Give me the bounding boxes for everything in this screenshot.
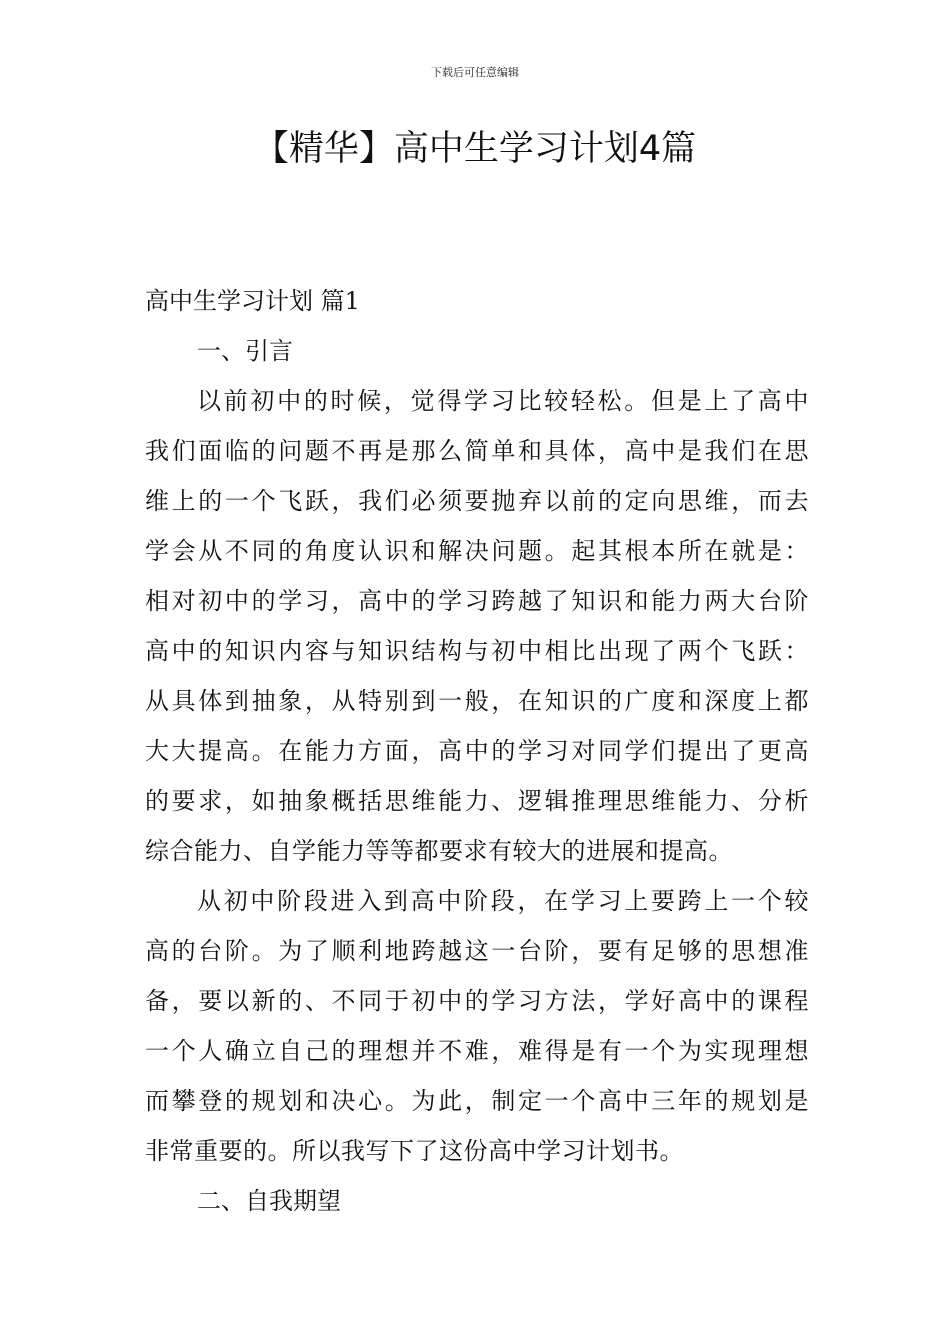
paragraph-line: 的要求，如抽象概括思维能力、逻辑推理思维能力、分析 xyxy=(145,787,809,815)
paragraph-line: 维上的一个飞跃，我们必须要抛弃以前的定向思维，而去 xyxy=(145,487,809,515)
heading-introduction: 一、引言 xyxy=(197,337,293,365)
paragraph-line: 高中的知识内容与知识结构与初中相比出现了两个飞跃： xyxy=(145,637,809,665)
paragraph-line: 高的台阶。为了顺利地跨越这一台阶，要有足够的思想准 xyxy=(145,937,809,965)
paragraph-line: 综合能力、自学能力等等都要求有较大的进展和提高。 xyxy=(145,837,733,865)
document-body xyxy=(145,276,809,1226)
paragraph-line: 从初中阶段进入到高中阶段，在学习上要跨上一个较 xyxy=(197,887,809,915)
header-note: 下载后可任意编辑 xyxy=(431,66,519,79)
paragraph-line: 大大提高。在能力方面，高中的学习对同学们提出了更高 xyxy=(145,737,809,765)
paragraph-line: 以前初中的时候，觉得学习比较轻松。但是上了高中 xyxy=(197,387,809,415)
paragraph-1 xyxy=(145,376,809,876)
heading-self-expectation: 二、自我期望 xyxy=(197,1187,341,1215)
section-title: 高中生学习计划 篇1 xyxy=(145,287,360,315)
paragraph-line: 备，要以新的、不同于初中的学习方法，学好高中的课程 xyxy=(145,987,809,1015)
paragraph-line: 非常重要的。所以我写下了这份高中学习计划书。 xyxy=(145,1137,684,1165)
paragraph-line: 从具体到抽象，从特别到一般，在知识的广度和深度上都 xyxy=(145,687,809,715)
paragraph-line: 相对初中的学习，高中的学习跨越了知识和能力两大台阶 xyxy=(145,587,809,615)
paragraph-line: 而攀登的规划和决心。为此，制定一个高中三年的规划是 xyxy=(145,1087,809,1115)
document-title: 【精华】高中生学习计划4篇 xyxy=(253,129,697,169)
paragraph-2 xyxy=(145,876,809,1176)
paragraph-line: 我们面临的问题不再是那么简单和具体，高中是我们在思 xyxy=(145,437,809,465)
paragraph-line: 学会从不同的角度认识和解决问题。起其根本所在就是： xyxy=(145,537,809,565)
paragraph-line: 一个人确立自己的理想并不难，难得是有一个为实现理想 xyxy=(145,1037,809,1065)
